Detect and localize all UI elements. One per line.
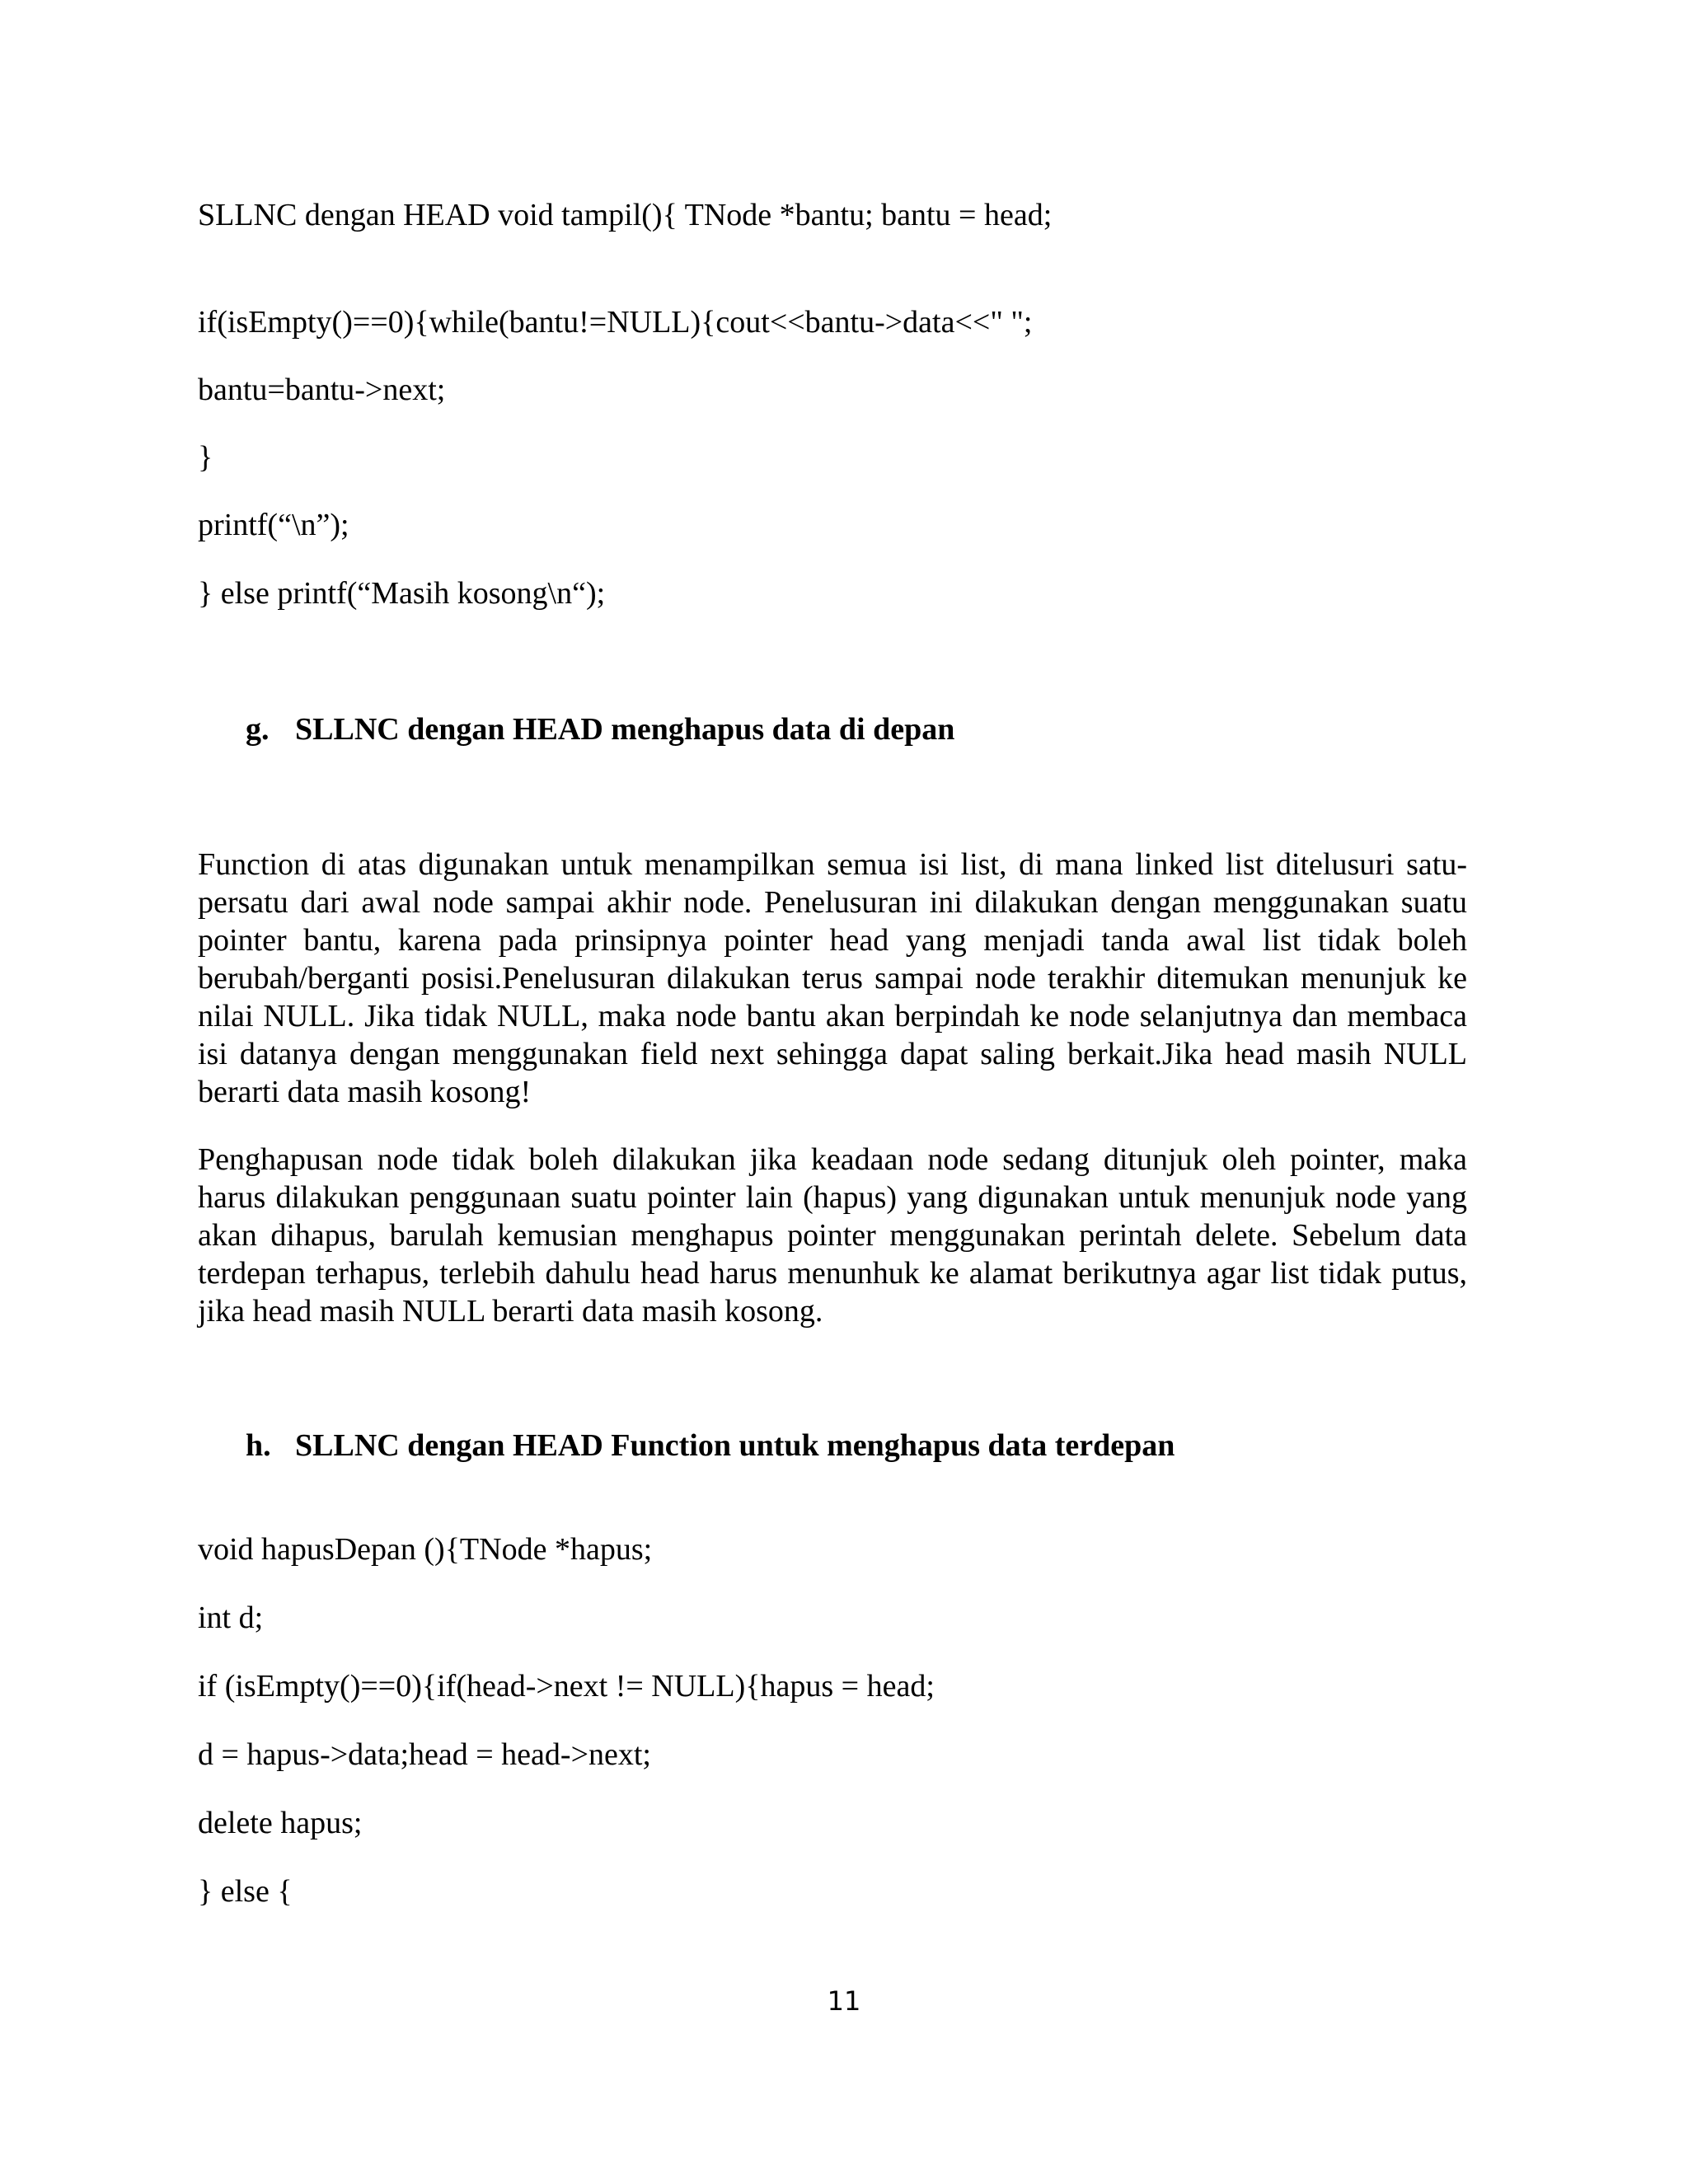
code-line: } <box>198 440 213 475</box>
code-line: if (isEmpty()==0){if(head->next != NULL){hapus = head; <box>198 1669 935 1704</box>
list-marker: h. <box>246 1428 271 1463</box>
code-line: delete hapus; <box>198 1806 363 1840</box>
heading-text: SLLNC dengan HEAD menghapus data di depan <box>295 712 955 747</box>
code-line: SLLNC dengan HEAD void tampil(){ TNode *bantu; bantu = head; <box>198 198 1053 232</box>
code-line: int d; <box>198 1601 264 1635</box>
section-heading-h <box>246 1427 1175 1465</box>
body-paragraph: Function di atas digunakan untuk menampilkan semua isi list, di mana linked list ditelusuri satu-persatu dari awal node sampai akhir node. Penelusuran ini dilakukan dengan menggunakan suatu pointer bantu, karena pada prinsipnya pointer head yang menjadi tanda awal list tidak boleh berubah/berganti posisi.Penelusuran dilakukan terus sampai node terakhir ditemukan menunjuk ke nilai NULL. Jika tidak NULL, maka node bantu akan berpindah ke node selanjutnya dan membaca isi datanya dengan menggunakan field next sehingga dapat saling berkait.Jika head masih NULL berarti data masih kosong! <box>198 847 1467 1109</box>
code-line: d = hapus->data;head = head->next; <box>198 1737 651 1772</box>
code-line: void hapusDepan (){TNode *hapus; <box>198 1532 653 1567</box>
list-marker: g. <box>246 712 270 747</box>
code-line: if(isEmpty()==0){while(bantu!=NULL){cout<<bantu->data<<" "; <box>198 305 1033 340</box>
heading-text: SLLNC dengan HEAD Function untuk menghapus data terdepan <box>295 1428 1175 1463</box>
code-line: bantu=bantu->next; <box>198 373 446 407</box>
code-line: } else printf(“Masih kosong\n“); <box>198 576 606 611</box>
code-line: printf(“\n”); <box>198 508 349 542</box>
page-number: 11 <box>827 1985 861 2017</box>
body-paragraph: Penghapusan node tidak boleh dilakukan jika keadaan node sedang ditunjuk oleh pointer, maka harus dilakukan penggunaan suatu pointer lain (hapus) yang digunakan untuk menunjuk node yang akan dihapus, barulah kemusian menghapus pointer menggunakan perintah delete. Sebelum data terdepan terhapus, terlebih dahulu head harus menunhuk ke alamat berikutnya agar list tidak putus, jika head masih NULL berarti data masih kosong. <box>198 1142 1467 1329</box>
section-heading-g <box>246 710 954 748</box>
code-line: } else { <box>198 1874 293 1909</box>
